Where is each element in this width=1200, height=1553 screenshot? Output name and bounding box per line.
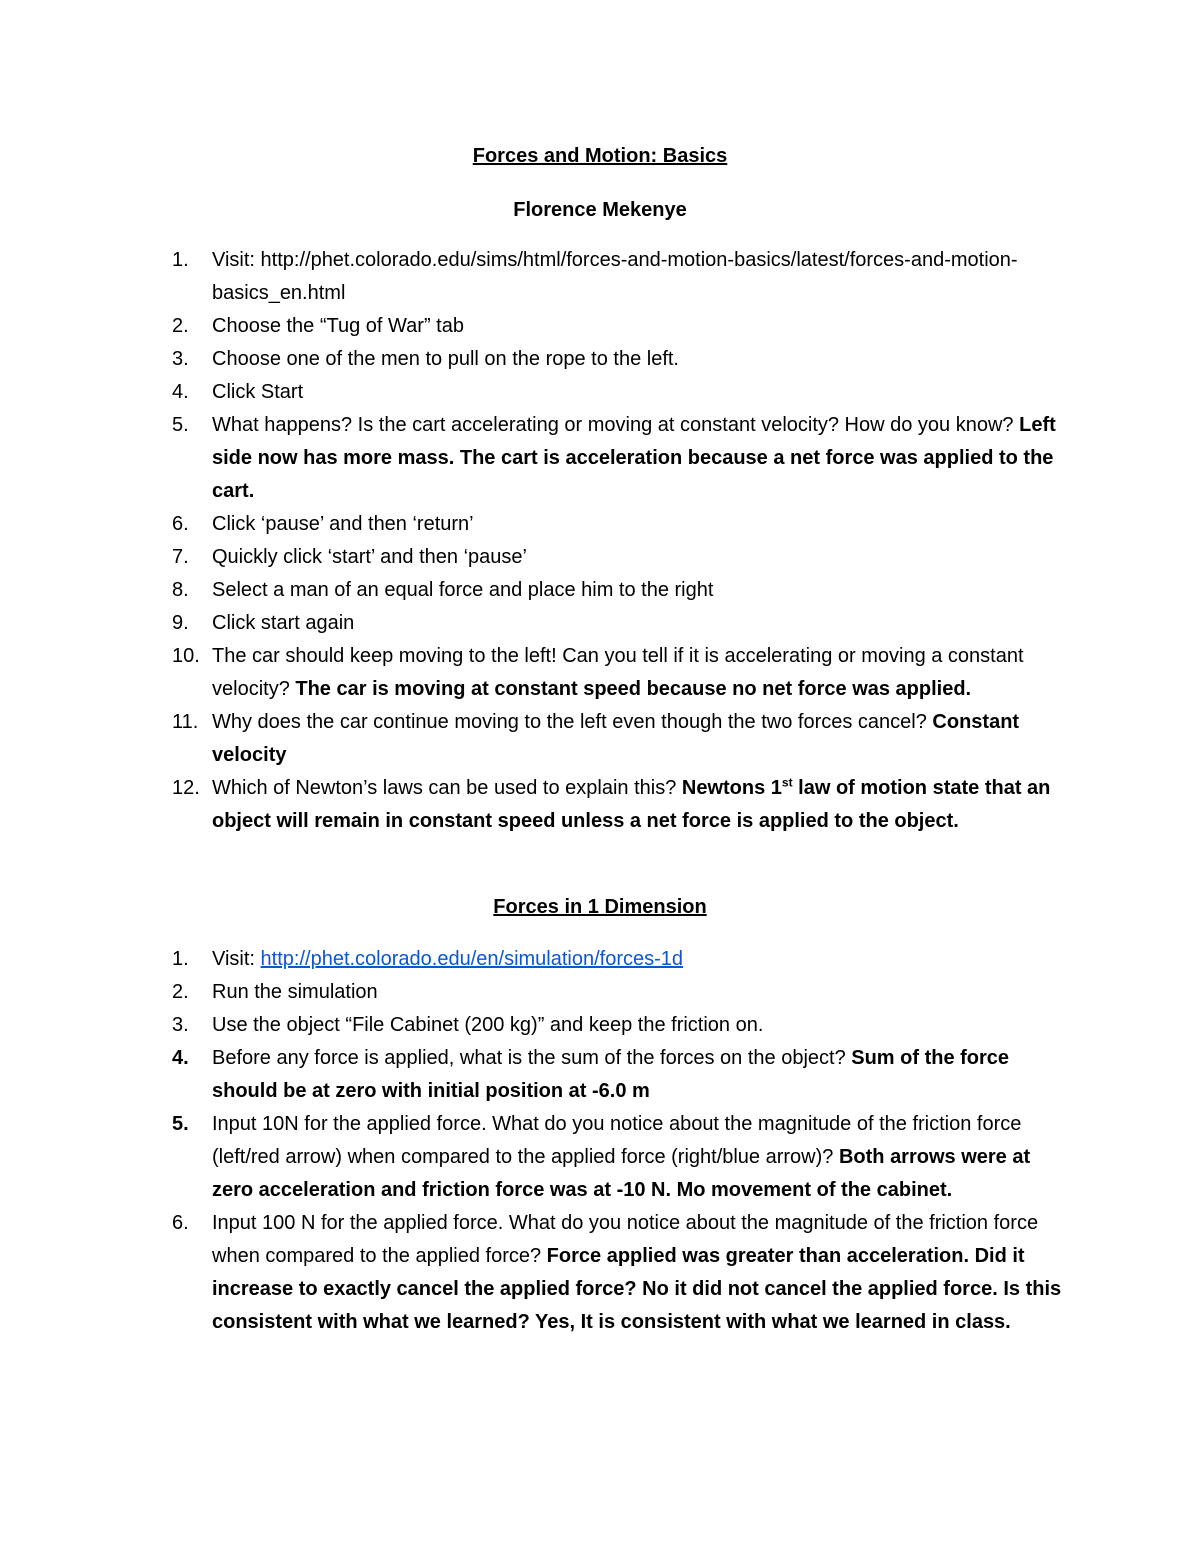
item-text: Click Start [212,381,304,403]
list-item [172,640,1072,706]
item-answer: Sum of the force should be at zero with initial position at -6.0 m [212,1047,1010,1102]
item-text: Choose one of the men to pull on the rope to the left. [212,348,679,370]
item-text: Before any force is applied, what is the sum of the forces on the object? [212,1047,852,1069]
item-number: 6. [172,1212,189,1234]
item-text: Visit: [212,948,261,970]
item-answer: Both arrows were at zero acceleration and friction force was at -10 N. Mo movement of the cabinet. [212,1146,1031,1201]
author-name: Florence Mekenye [513,199,687,221]
list-item [172,541,1072,574]
item-answer: Left side now has more mass. The cart is acceleration because a net force was applied to the cart. [212,414,1056,502]
item-text: Input 10N for the applied force. What do you notice about the magnitude of the friction force (left/red arrow) when compared to the applied force (right/blue arrow)? [212,1113,1022,1168]
list-item [172,772,1072,838]
section1-list [172,244,1072,838]
item-text: Run the simulation [212,981,378,1003]
item-number: 12. [172,777,200,799]
item-text: Visit: http://phet.colorado.edu/sims/html/forces-and-motion-basics/latest/forces-and-motion-basics_en.html [212,249,1018,304]
list-item [172,343,1072,376]
list-item [172,376,1072,409]
item-number: 3. [172,348,189,370]
item-text: Why does the car continue moving to the left even though the two forces cancel? [212,711,933,733]
item-number: 1. [172,948,189,970]
item-number: 2. [172,315,189,337]
item-number: 2. [172,981,189,1003]
list-item [172,409,1072,508]
item-text: Quickly click ‘start’ and then ‘pause’ [212,546,527,568]
item-text: Click start again [212,612,355,634]
item-answer: Force applied was greater than acceleration. Did it increase to exactly cancel the applied force? No it did not cancel the applied force. Is this consistent with what we learned? Yes, It is consistent with what we learned in class. [212,1245,1062,1333]
item-number: 7. [172,546,189,568]
section2-list [172,943,1072,1339]
item-text: The car should keep moving to the left! Can you tell if it is accelerating or moving a constant velocity? [212,645,1024,700]
ordinal-superscript: st [781,775,793,790]
list-item [172,1009,1072,1042]
list-item [172,310,1072,343]
list-item [172,574,1072,607]
item-number: 4. [172,1047,189,1069]
simulation-link[interactable]: http://phet.colorado.edu/en/simulation/forces-1d [260,948,684,970]
item-number: 3. [172,1014,189,1036]
list-item [172,607,1072,640]
answer-part: law of motion state that an object will remain in constant speed unless a net force is applied to the object. [212,777,1051,832]
list-item [172,1108,1072,1207]
item-number: 1. [172,249,189,271]
item-number: 10. [172,645,200,667]
item-number: 11. [172,711,199,733]
item-text: Click ‘pause’ and then ‘return’ [212,513,474,535]
item-text: Input 100 N for the applied force. What do you notice about the magnitude of the friction force when compared to the applied force? [212,1212,1039,1267]
list-item [172,1042,1072,1108]
list-item [172,943,1072,976]
item-answer: Constant velocity [212,711,1020,766]
section1-title: Forces and Motion: Basics [472,145,728,167]
answer-part: Newtons 1 [681,777,782,799]
item-number: 5. [172,414,189,436]
item-text: Select a man of an equal force and place him to the right [212,579,714,601]
item-number: 5. [172,1113,189,1135]
item-number: 4. [172,381,189,403]
item-number: 6. [172,513,189,535]
item-text: Choose the “Tug of War” tab [212,315,464,337]
list-item [172,706,1072,772]
section2-title: Forces in 1 Dimension [493,896,707,918]
item-answer: The car is moving at constant speed because no net force was applied. [295,678,972,700]
item-number: 8. [172,579,189,601]
item-text: Which of Newton’s laws can be used to explain this? [212,777,682,799]
item-number: 9. [172,612,189,634]
item-text: What happens? Is the cart accelerating or moving at constant velocity? How do you know? [212,414,1020,436]
list-item [172,1207,1072,1339]
item-text: Use the object “File Cabinet (200 kg)” and keep the friction on. [212,1014,764,1036]
list-item [172,244,1072,310]
list-item [172,976,1072,1009]
list-item [172,508,1072,541]
